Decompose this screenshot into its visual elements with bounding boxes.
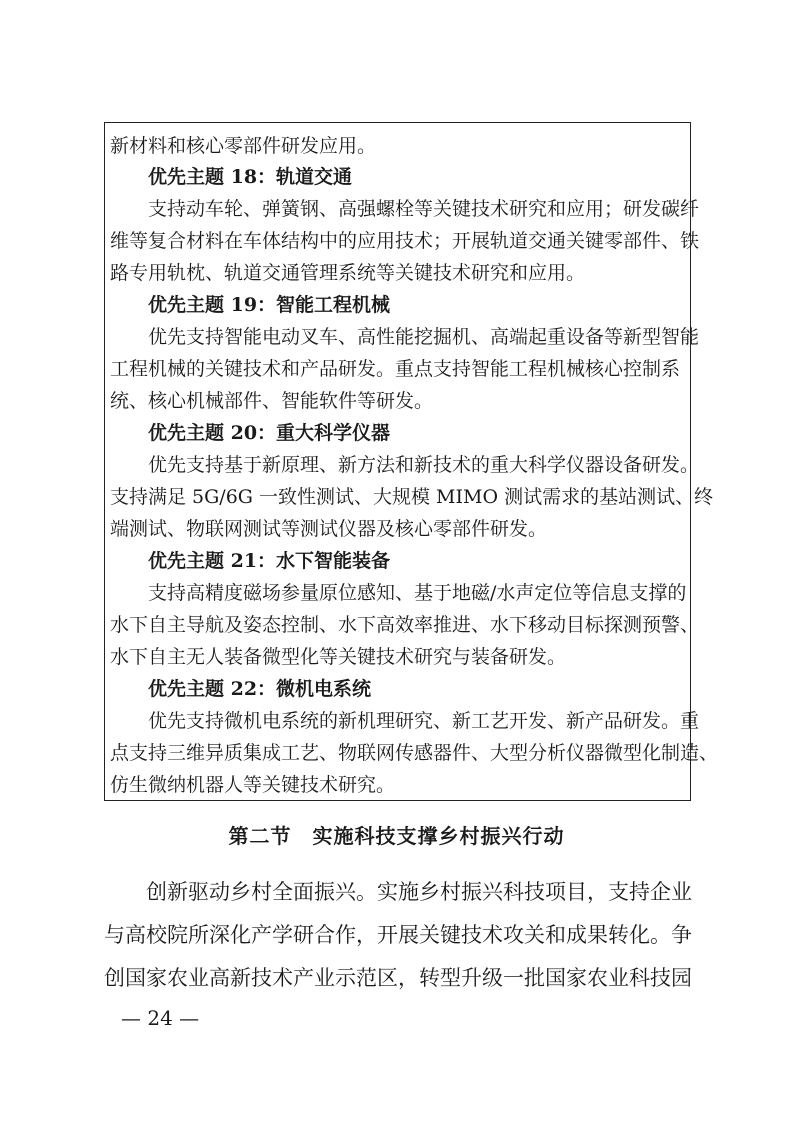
box-line: 支持高精度磁场参量原位感知、基于地磁/水声定位等信息支撑的 <box>110 582 687 604</box>
topic-heading-20: 优先主题 20：重大科学仪器 <box>110 422 391 444</box>
box-line: 维等复合材料在车体结构中的应用技术；开展轨道交通关键零部件、铁 <box>110 230 700 252</box>
page-number: — 24 — <box>121 1006 200 1030</box>
topic-heading-19: 优先主题 19：智能工程机械 <box>110 294 391 316</box>
section-title: 第二节 实施科技支撑乡村振兴行动 <box>228 824 565 848</box>
box-line: 点支持三维异质集成工艺、物联网传感器件、大型分析仪器微型化制造、 <box>110 742 719 764</box>
box-line: 水下自主无人装备微型化等关键技术研究与装备研发。 <box>110 646 567 668</box>
box-line: 工程机械的关键技术和产品研发。重点支持智能工程机械核心控制系 <box>110 358 681 380</box>
box-line: 水下自主导航及姿态控制、水下高效率推进、水下移动目标探测预警、 <box>110 614 700 636</box>
box-line: 优先支持微机电系统的新机理研究、新工艺开发、新产品研发。重 <box>110 710 700 732</box>
box-line: 支持动车轮、弹簧钢、高强螺栓等关键技术研究和应用；研发碳纤 <box>110 198 700 220</box>
box-line: 仿生微纳机器人等关键技术研究。 <box>110 774 396 796</box>
box-line: 统、核心机械部件、智能软件等研发。 <box>110 390 434 412</box>
box-line: 路专用轨枕、轨道交通管理系统等关键技术研究和应用。 <box>110 262 586 284</box>
box-line: 优先支持基于新原理、新方法和新技术的重大科学仪器设备研发。 <box>110 454 700 476</box>
box-line: 支持满足 5G/6G 一致性测试、大规模 MIMO 测试需求的基站测试、终 <box>110 486 714 508</box>
topic-heading-21: 优先主题 21：水下智能装备 <box>110 550 391 572</box>
box-line: 优先支持智能电动叉车、高性能挖掘机、高端起重设备等新型智能 <box>110 326 700 348</box>
topic-heading-22: 优先主题 22：微机电系统 <box>110 678 372 700</box>
box-line: 新材料和核心零部件研发应用。 <box>110 135 377 157</box>
box-line: 端测试、物联网测试等测试仪器及核心零部件研发。 <box>110 518 548 540</box>
body-line: 与高校院所深化产学研合作，开展关键技术攻关和成果转化。争 <box>104 923 692 947</box>
topic-heading-18: 优先主题 18：轨道交通 <box>110 166 353 188</box>
body-line: 创国家农业高新技术产业示范区，转型升级一批国家农业科技园 <box>104 966 692 990</box>
body-line: 创新驱动乡村全面振兴。实施乡村振兴科技项目，支持企业 <box>104 880 692 904</box>
